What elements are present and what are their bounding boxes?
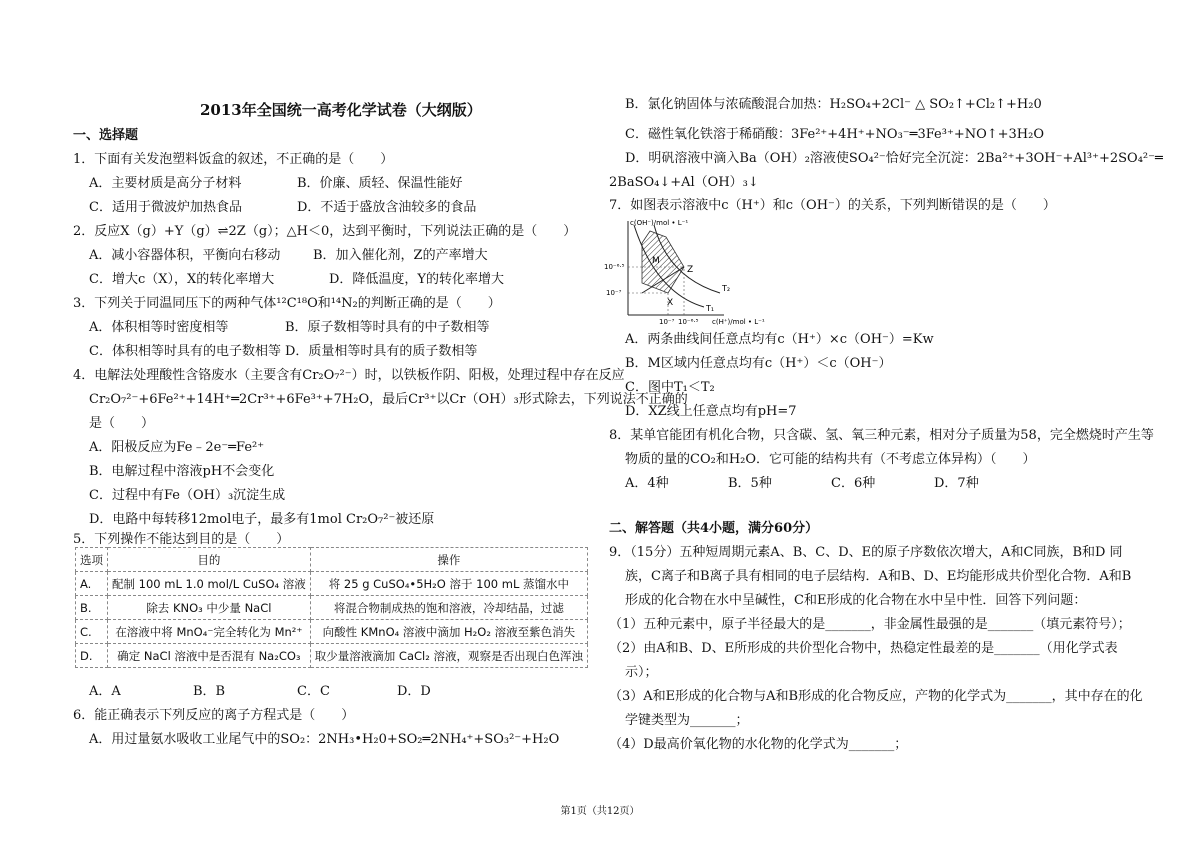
- q8-option-d: D．7种: [934, 476, 979, 491]
- table-header-row: [76, 548, 588, 572]
- table-row: [76, 596, 588, 620]
- q5-stem: 5．下列操作不能达到目的是（ ）: [73, 532, 290, 547]
- q5-option-b: B．B: [193, 684, 226, 699]
- q7-option-d: D．XZ线上任意点均有pH=7: [625, 404, 797, 419]
- q3-option-c: C．体积相等时具有的电子数相等: [89, 344, 281, 359]
- table-cell: 除去 KNO₃ 中少量 NaCl: [108, 596, 311, 620]
- table-cell: A.: [76, 572, 108, 596]
- q2-stem: 2．反应X（g）+Y（g）⇌2Z（g）；△H＜0，达到平衡时，下列说法正确的是（ ）: [73, 224, 577, 239]
- section-answer-heading: 二、解答题（共4小题，满分60分）: [609, 521, 819, 536]
- point-x-label: X: [667, 298, 674, 308]
- q1-option-b: B．价廉、质轻、保温性能好: [297, 176, 463, 191]
- q5-option-c: C．C: [297, 684, 330, 699]
- q5-options-table: [75, 547, 588, 668]
- q2-option-b: B．加入催化剂，Z的产率增大: [313, 248, 488, 263]
- table-cell: 配制 100 mL 1.0 mol/L CuSO₄ 溶液: [108, 572, 311, 596]
- q8-option-c: C．6种: [831, 476, 876, 491]
- q9-stem-line1: 9．（15分）五种短周期元素A、B、C、D、E的原子序数依次增大，A和C同族，B和D 同: [609, 545, 1123, 560]
- q2-option-c: C．增大c（X），X的转化率增大: [89, 272, 275, 287]
- q7-option-a: A．两条曲线间任意点均有c（H⁺）×c（OH⁻）=Kw: [625, 332, 934, 347]
- q4-option-a: A．阳极反应为Fe﹣2e⁻═Fe²⁺: [89, 440, 265, 455]
- table-cell: 向酸性 KMnO₄ 溶液中滴加 H₂O₂ 溶液至紫色消失: [310, 620, 587, 644]
- q4-stem-line3: 是（ ）: [89, 416, 155, 431]
- q9-part4: （4）D最高价氧化物的水化物的化学式为_______；: [609, 737, 908, 752]
- x-tick-label: 10⁻⁶·⁵: [678, 318, 699, 325]
- table-cell: 将 25 g CuSO₄•5H₂O 溶于 100 mL 蒸馏水中: [310, 572, 587, 596]
- q1-stem: 1．下面有关发泡塑料饭盒的叙述，不正确的是（ ）: [73, 152, 394, 167]
- y-tick-label: 10⁻⁶·⁵: [604, 263, 625, 271]
- q7-option-c: C．图中T₁＜T₂: [625, 380, 715, 395]
- table-cell: 将混合物制成热的饱和溶液，冷却结晶，过滤: [310, 596, 587, 620]
- q1-option-a: A．主要材质是高分子材料: [89, 176, 242, 191]
- q6-option-b: B．氯化钠固体与浓硫酸混合加热：H₂SO₄+2Cl⁻ △ SO₂↑+Cl₂↑+H₂0: [625, 97, 1042, 112]
- q4-option-c: C．过程中有Fe（OH）₃沉淀生成: [89, 488, 286, 503]
- q9-stem-line3: 形成的化合物在水中呈碱性，C和E形成的化合物在水中呈中性．回答下列问题：: [625, 593, 1087, 608]
- region-m: [642, 231, 684, 293]
- table-cell: 在溶液中将 MnO₄⁻完全转化为 Mn²⁺: [108, 620, 311, 644]
- q9-part2-line1: （2）由A和B、D、E所形成的共价型化合物中，热稳定性最差的是_______（用化学式表: [609, 641, 1118, 656]
- q4-stem-line2: Cr₂O₇²⁻+6Fe²⁺+14H⁺═2Cr³⁺+6Fe³⁺+7H₂O，最后Cr³⁺以Cr（OH）₃形式除去，下列说法不正确的: [89, 392, 688, 407]
- section-choice-heading: 一、选择题: [73, 128, 139, 143]
- q9-part2-line2: 示）；: [625, 665, 658, 680]
- q2-option-d: D．降低温度，Y的转化率增大: [329, 272, 505, 287]
- q4-option-b: B．电解过程中溶液pH不会变化: [89, 464, 275, 479]
- point-z-label: Z: [687, 265, 694, 275]
- table-header-cell: 目的: [108, 548, 311, 572]
- q3-stem: 3．下列关于同温同压下的两种气体¹²C¹⁸O和¹⁴N₂的判断正确的是（ ）: [73, 296, 501, 311]
- table-row: [76, 572, 588, 596]
- q8-option-a: A．4种: [625, 476, 669, 491]
- q1-option-d: D．不适于盛放含油较多的食品: [297, 200, 477, 215]
- q6-option-d-line2: 2BaSO₄↓+Al（OH）₃↓: [609, 175, 759, 190]
- q7-stem: 7．如图表示溶液中c（H⁺）和c（OH⁻）的关系，下列判断错误的是（ ）: [609, 198, 1056, 213]
- table-cell: 取少量溶液滴加 CaCl₂ 溶液，观察是否出现白色浑浊: [310, 644, 587, 668]
- q8-stem-line2: 物质的量的CO₂和H₂O．它可能的结构共有（不考虑立体异构）（ ）: [625, 452, 1036, 467]
- q6-stem: 6．能正确表示下列反应的离子方程式是（ ）: [73, 708, 355, 723]
- table-cell: B.: [76, 596, 108, 620]
- y-axis-label: c(OH⁻)/mol • L⁻¹: [630, 219, 689, 227]
- x-axis-label: c(H⁺)/mol • L⁻¹: [712, 318, 765, 325]
- q5-option-a: A．A: [89, 684, 121, 699]
- q8-option-b: B．5种: [728, 476, 772, 491]
- q3-option-d: D．质量相等时具有的质子数相等: [285, 344, 478, 359]
- region-m-label: M: [652, 256, 660, 266]
- q6-option-a: A．用过量氨水吸收工业尾气中的SO₂：2NH₃•H₂0+SO₂═2NH₄⁺+SO₃²⁻+H₂O: [89, 732, 560, 747]
- q3-option-b: B．原子数相等时具有的中子数相等: [285, 320, 490, 335]
- table-row: [76, 644, 588, 668]
- q4-option-d: D．电路中每转移12mol电子，最多有1mol Cr₂O₇²⁻被还原: [89, 512, 435, 527]
- q9-part1: （1）五种元素中，原子半径最大的是_______，非金属性最强的是_______（填元素符号）；: [609, 617, 1131, 632]
- q7-option-b: B．M区域内任意点均有c（H⁺）＜c（OH⁻）: [625, 356, 892, 371]
- table-cell: D.: [76, 644, 108, 668]
- q2-option-a: A．减小容器体积，平衡向右移动: [89, 248, 281, 263]
- page-footer: 第1页（共12页）: [560, 806, 640, 817]
- series-t1-label: T₁: [706, 304, 715, 313]
- table-cell: 确定 NaCl 溶液中是否混有 Na₂CO₃: [108, 644, 311, 668]
- table-row: [76, 620, 588, 644]
- q6-option-d-line1: D．明矾溶液中滴入Ba（OH）₂溶液使SO₄²⁻恰好完全沉淀：2Ba²⁺+3OH⁻+Al³⁺+2SO₄²⁻═: [625, 151, 1163, 166]
- q5-option-d: D．D: [397, 684, 431, 699]
- x-tick-label: 10⁻⁷: [659, 318, 675, 325]
- q1-option-c: C．适用于微波炉加热食品: [89, 200, 242, 215]
- table-header-cell: 选项: [76, 548, 108, 572]
- q7-ion-product-chart: [604, 215, 804, 325]
- table-cell: C.: [76, 620, 108, 644]
- q8-stem-line1: 8．某单官能团有机化合物，只含碳、氢、氧三种元素，相对分子质量为58，完全燃烧时产生等: [609, 428, 1154, 443]
- q3-option-a: A．体积相等时密度相等: [89, 320, 229, 335]
- q4-stem-line1: 4．电解法处理酸性含铬废水（主要含有Cr₂O₇²⁻）时，以铁板作阴、阳极，处理过程中存在反应: [73, 368, 625, 383]
- q9-part3-line2: 学键类型为_______；: [625, 713, 749, 728]
- series-t2-label: T₂: [722, 284, 731, 293]
- table-header-cell: 操作: [310, 548, 587, 572]
- q9-part3-line1: （3）A和E形成的化合物与A和B形成的化合物反应，产物的化学式为_______，其中存在的化: [609, 689, 1143, 704]
- y-tick-label: 10⁻⁷: [606, 289, 622, 297]
- q6-option-c: C．磁性氧化铁溶于稀硝酸：3Fe²⁺+4H⁺+NO₃⁻═3Fe³⁺+NO↑+3H₂O: [625, 127, 1045, 142]
- q9-stem-line2: 族，C离子和B离子具有相同的电子层结构．A和B、D、E均能形成共价型化合物．A和B: [625, 569, 1132, 584]
- page-title: 2013年全国统一高考化学试卷（大纲版）: [200, 101, 482, 119]
